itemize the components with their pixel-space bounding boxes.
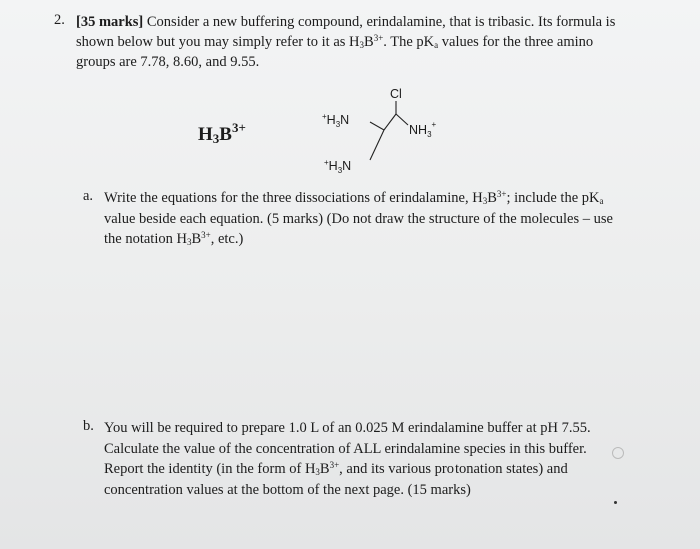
erindalamine-structure: [310, 84, 470, 184]
dot-mark: [614, 501, 617, 504]
part-b-letter: b.: [83, 418, 94, 434]
part-b-line-3: Report the identity (in the form of $H_3B^{3+}$, and its various protonation states) and: [104, 460, 568, 477]
part-a-line-1: Write the equations for the three dissociations of erindalamine, $H_3B^{3+}$; include the $pK_a$: [104, 189, 604, 206]
part-a-text: [104, 188, 664, 250]
part-a-line-3: the notation $H_3B^{3+}$, etc.): [104, 230, 244, 247]
amine-bottom-left: $^+H_3N$: [324, 158, 352, 175]
question-line-3: groups are 7.78, 8.60, and 9.55.: [76, 54, 260, 70]
part-b-line-1: You will be required to prepare 1.0 L of an 0.025 M erindalamine buffer at pH 7.55.: [104, 420, 591, 436]
question-line-2: shown below but you may simply refer to it as $H_3B^{3+}$. The $pK_a$ values for the three amino: [76, 33, 594, 50]
formula-label: $H_3B^{3+}$: [198, 120, 246, 146]
part-a-letter: a.: [83, 188, 94, 204]
bond-right: [396, 114, 408, 125]
bond-down: [370, 130, 384, 160]
bond-center: [384, 114, 396, 130]
amine-right: $NH_3^+$: [409, 120, 437, 139]
question-number: 2.: [54, 12, 65, 28]
part-b-line-4: concentration values at the bottom of the next page. (15 marks): [104, 481, 471, 498]
faint-circle-icon: [612, 447, 624, 459]
question-intro: [76, 12, 666, 72]
part-b-line-2: Calculate the value of the concentration of ALL erindalamine species in this buffer.: [104, 440, 587, 457]
bond-left-upper: [370, 122, 384, 130]
question-marks: [35 marks]: [76, 14, 144, 30]
question-line-1: [35 marks] Consider a new buffering compound, erindalamine, that is tribasic. Its formula is: [76, 14, 616, 30]
part-a-line-2: value beside each equation. (5 marks) (Do not draw the structure of the molecules – use: [104, 210, 613, 227]
amine-top-left: $^+H_3N$: [322, 112, 350, 129]
chlorine-label: Cl: [390, 87, 402, 101]
part-b-text: [104, 418, 664, 500]
